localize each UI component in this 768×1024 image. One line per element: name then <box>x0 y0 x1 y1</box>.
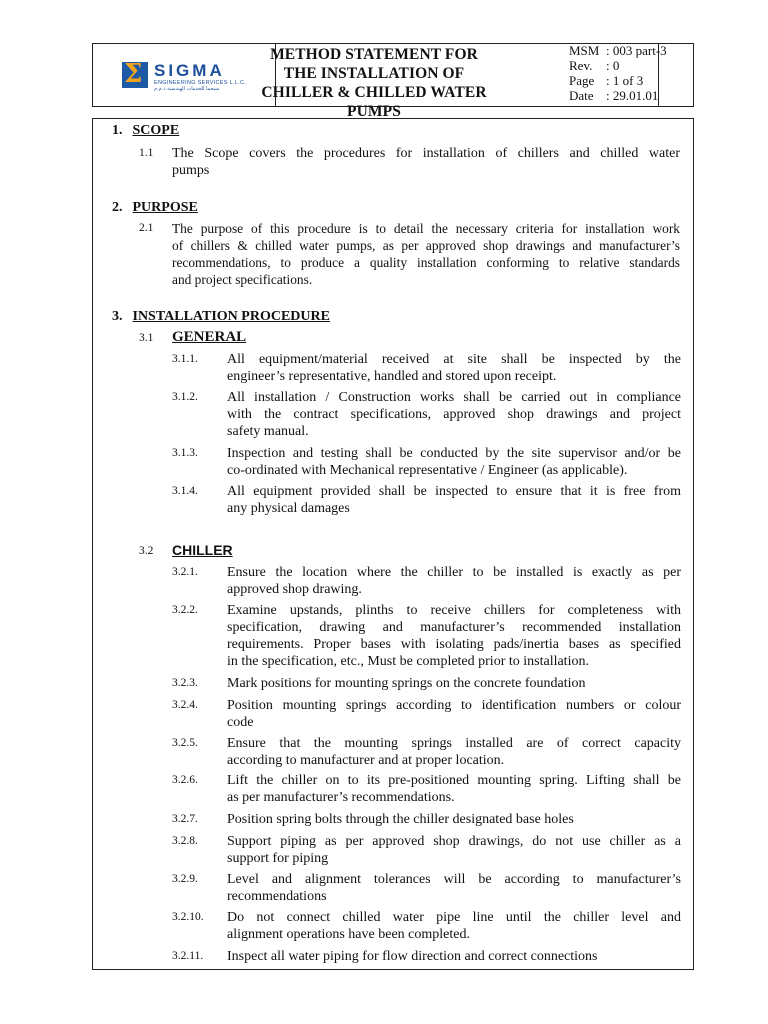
section-purpose-heading: 2. PURPOSE <box>112 200 198 215</box>
item-number: 3.2.10. <box>172 911 204 923</box>
subsection-number: 3.1 <box>139 332 154 344</box>
item-number: 3.2.1. <box>172 566 198 578</box>
document-title <box>188 45 560 121</box>
title-line: CHILLER & CHILLED WATER <box>261 84 487 101</box>
list-item: Ensure the location where the chiller to be installed is exactly as per approved shop drawing. <box>227 565 681 597</box>
subsection-number: 3.2 <box>139 545 154 557</box>
item-number: 3.2.11. <box>172 950 204 962</box>
subsection-general-heading: GENERAL <box>172 329 247 345</box>
list-item: Inspection and testing shall be conducted by the site supervisor and/or be co-ordinated with Mechanical representative / Engineer (as applicable). <box>227 446 681 478</box>
meta-rev: Rev. : 0 <box>569 58 620 73</box>
list-item: Position mounting springs according to identification numbers or colour code <box>227 698 681 730</box>
item-number: 3.1.1. <box>172 353 198 365</box>
meta-msm: MSM : 003 part-3 <box>569 43 667 58</box>
section-scope-heading: 1. SCOPE <box>112 123 180 138</box>
subsection-chiller-heading: CHILLER <box>172 542 233 558</box>
meta-page: Page : 1 of 3 <box>569 73 644 88</box>
scope-paragraph: The Scope covers the procedures for installation of chillers and chilled water pumps <box>172 146 680 178</box>
logo-company-sub: ENGINEERING SERVICES L.L.C. <box>154 80 247 86</box>
logo-company-name: SIGMA <box>154 61 225 80</box>
list-item: Lift the chiller on to its pre-positioned mounting spring. Lifting shall be as per manufacturer’s recommendations. <box>227 773 681 805</box>
list-item: Position spring bolts through the chiller designated base holes <box>227 812 574 827</box>
item-number: 3.1.3. <box>172 447 198 459</box>
document-meta <box>569 43 667 103</box>
item-number: 3.2.4. <box>172 699 198 711</box>
list-item: All equipment provided shall be inspected to ensure that it is free from any physical damages <box>227 484 681 516</box>
title-line: PUMPS <box>347 103 401 120</box>
logo-company-arabic: سيجما للخدمات الهندسية ذ.م.م <box>154 86 220 92</box>
sigma-mark-icon: Σ <box>122 62 148 88</box>
purpose-paragraph: The purpose of this procedure is to detail the necessary criteria for installation work of chillers & chilled water pumps, as per approved shop drawings and manufacturer’s recommendations, to produce a quality installation conforming to relative standards and project specifications. <box>172 221 680 287</box>
item-number: 3.2.6. <box>172 774 198 786</box>
section-installation-heading: 3. INSTALLATION PROCEDURE <box>112 309 330 324</box>
item-number: 3.2.2. <box>172 604 198 616</box>
list-item: All equipment/material received at site shall be inspected by the engineer’s representative, handled and stored upon receipt. <box>227 352 681 384</box>
meta-date: Date : 29.01.01 <box>569 88 659 103</box>
list-item: All installation / Construction works shall be carried out in compliance with the contract specifications, approved shop drawings and project safety manual. <box>227 390 681 439</box>
item-number: 3.2.7. <box>172 813 198 825</box>
list-item: Ensure that the mounting springs installed are of correct capacity according to manufacturer and at proper location. <box>227 736 681 768</box>
item-number: 3.1.4. <box>172 485 198 497</box>
item-number: 3.2.8. <box>172 835 198 847</box>
item-number: 1.1 <box>139 147 154 159</box>
item-number: 2.1 <box>139 222 154 234</box>
list-item: Level and alignment tolerances will be according to manufacturer’s recommendations <box>227 872 681 904</box>
item-number: 3.2.9. <box>172 873 198 885</box>
item-number: 3.2.5. <box>172 737 198 749</box>
item-number: 3.2.3. <box>172 677 198 689</box>
title-line: THE INSTALLATION OF <box>283 65 465 82</box>
list-item: Mark positions for mounting springs on the concrete foundation <box>227 676 586 691</box>
list-item: Inspect all water piping for flow direction and correct connections <box>227 949 598 964</box>
list-item: Do not connect chilled water pipe line until the chiller level and alignment operations have been completed. <box>227 910 681 942</box>
title-line: METHOD STATEMENT FOR <box>270 46 478 63</box>
item-number: 3.1.2. <box>172 391 198 403</box>
list-item: Support piping as per approved shop drawings, do not use chiller as a support for piping <box>227 834 681 866</box>
list-item: Examine upstands, plinths to receive chillers for completeness with specification, drawing and manufacturer’s recommended installation requirements. Proper bases with isolating pads/inertia bases as specified in the specification, etc., Must be completed prior to installation. <box>227 603 681 669</box>
